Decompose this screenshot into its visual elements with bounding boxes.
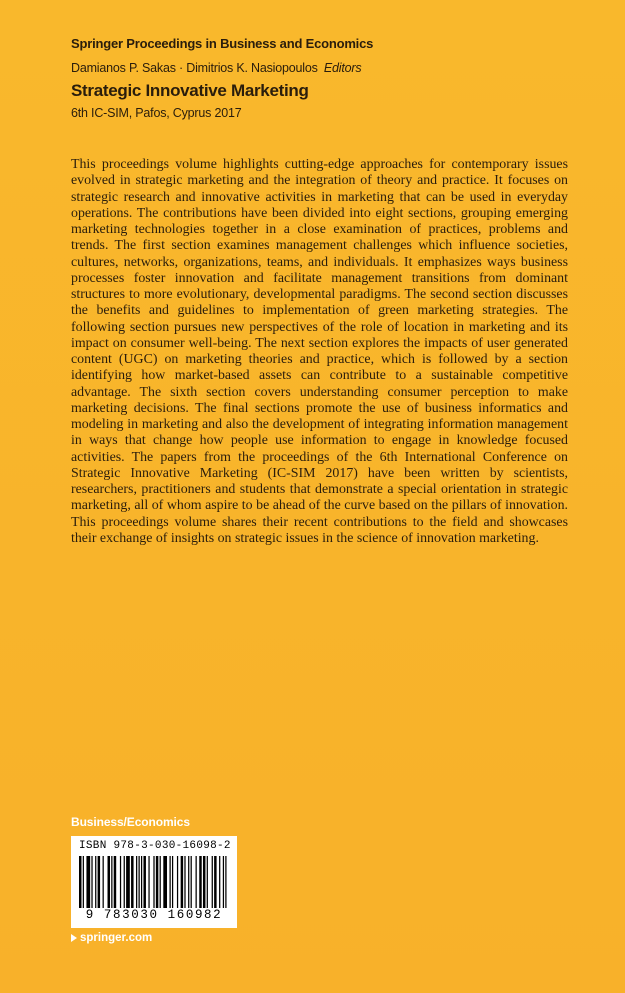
isbn-barcode [71,836,237,928]
barcode-bar [177,856,178,908]
barcode-bar [207,856,208,908]
barcode-digits: 9 783030 160982 [85,908,223,922]
barcode-bar [160,856,161,908]
barcode-bar [124,856,125,908]
barcode-bar [114,856,116,908]
book-subtitle: 6th IC-SIM, Pafos, Cyprus 2017 [71,106,242,120]
barcode-bar [191,856,192,908]
barcode-bar [225,856,226,908]
barcode-bar [199,856,201,908]
barcode-bar [120,856,121,908]
barcode-bar [203,856,205,908]
arrow-right-icon [71,934,77,942]
barcode-bar [196,856,197,908]
barcode-bar [79,856,81,908]
series-name: Springer Proceedings in Business and Economics [71,36,374,51]
subject-category: Business/Economics [71,815,190,829]
barcode-bars [79,856,229,908]
isbn-label: ISBN 978-3-030-16098-2 [79,840,231,852]
publisher-link[interactable] [71,932,152,944]
barcode-bar [156,856,158,908]
barcode-bar [139,856,140,908]
barcode-bar [103,856,104,908]
barcode-bar [212,856,213,908]
barcode-bar [143,856,145,908]
barcode-bar [111,856,112,908]
barcode-bar [131,856,133,908]
barcode-bar [83,856,84,908]
book-title: Strategic Innovative Marketing [71,81,309,100]
editors-line [71,61,361,75]
barcode-bar [214,856,216,908]
editors-role: Editors [323,61,362,75]
barcode-bar [148,856,149,908]
barcode-bar [184,856,185,908]
barcode-bar [163,856,167,908]
barcode-bar [169,856,170,908]
barcode-bar [188,856,189,908]
book-description: This proceedings volume highlights cutting-edge approaches for contemporary issues evolved in strategic marketing and the integration of theory and practice. It focuses on strategic research and innovative activities in marketing that can be used in everyday operations. The contributions have been divided into eight sections, grouping emerging marketing technologies together in a close examination of practices, problems and trends. The first section examines management challenges which influence societies, cultures, networks, organizations, teams, and individuals. It emphasizes ways business processes foster innovation and facilitate management transitions from dominant structures to more evolutionary, developmental paradigms. The second section discusses the benefits and guidelines to implementation of green marketing strategies. The following section pursues new perspectives of the role of location in marketing and its impact on consumer well-being. The next section explores the impacts of user generated content (UGC) on marketing theories and practice, which is followed by a section identifying how market-based assets can contribute to a sustainable competitive advantage. The sixth section covers understanding consumer perception to make marketing decisions. The final sections promote the use of business informatics and modeling in marketing and also the development of integrating information management in ways that change how people use information to engage in knowledge focused activities. The papers from the proceedings of the 6th International Conference on Strategic Innovative Marketing (IC-SIM 2017) have been written by scientists, researchers, practitioners and students that demonstrate a special orientation in strategic marketing, all of whom aspire to be ahead of the curve based on the pillars of innovation. This proceedings volume shares their recent contributions to the field and showcases their exchange of insights on strategic issues in the science of innovation marketing. [71,157,568,546]
barcode-bar [95,856,96,908]
barcode-bar [86,856,90,908]
barcode-bar [181,856,183,908]
barcode-bar [153,856,154,908]
editors-names: Damianos P. Sakas · Dimitrios K. Nasiopoulos [71,61,318,75]
barcode-bar [172,856,173,908]
barcode-bar [223,856,224,908]
barcode-bar [108,856,110,908]
barcode-bar [219,856,220,908]
publisher-url: springer.com [80,932,153,944]
barcode-bar [126,856,130,908]
barcode-bar [91,856,92,908]
barcode-bar [136,856,137,908]
barcode-bar [141,856,142,908]
barcode-bar [98,856,100,908]
